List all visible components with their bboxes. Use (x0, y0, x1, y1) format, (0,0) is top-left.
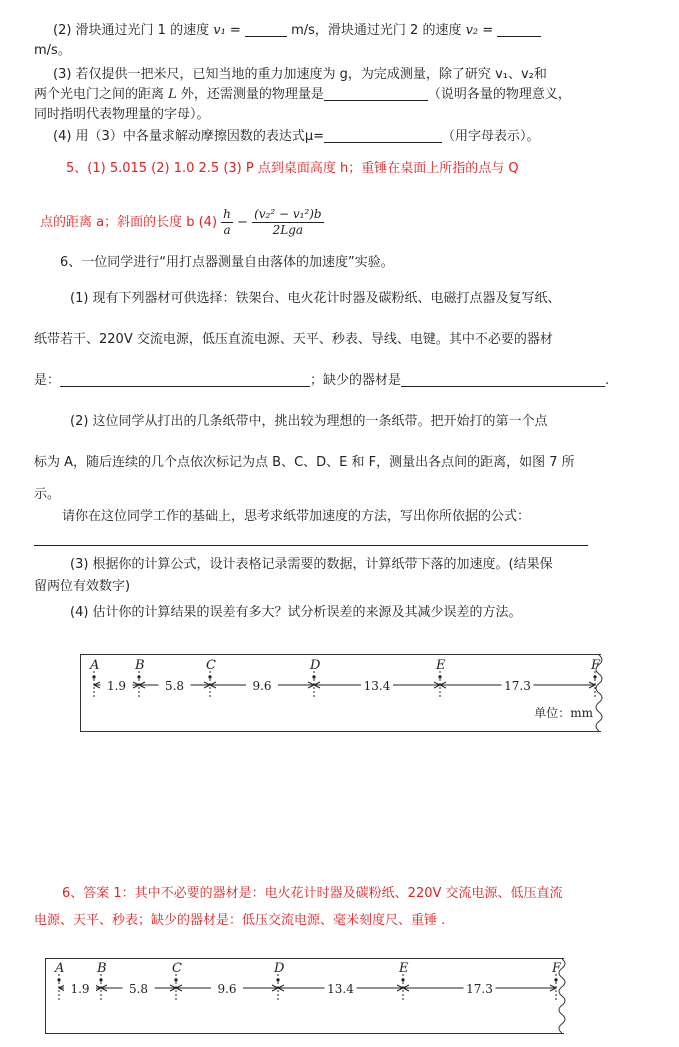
q6-part1-line2: 纸带若干、220V 交流电源，低压直流电源、天平、秒表、导线、电键。其中不必要的器材 (34, 332, 553, 347)
point-dot-e (438, 675, 441, 678)
point-dot-a (92, 675, 95, 678)
answer-line-formula[interactable] (34, 545, 588, 546)
q6-part3-line1: (3) 根据你的计算公式，设计表格记录需要的数据，计算纸带下落的加速度。(结果保 (70, 557, 553, 572)
answer6-line2: 电源、天平、秒表；缺少的器材是：低压交流电源、毫米刻度尺、重锤 . (34, 913, 446, 928)
q5-part4-line: (4) 用（3）中各量求解动摩擦因数的表达式μ= （用字母表示）。 (53, 129, 540, 144)
segment-length-1: 5.8 (164, 679, 185, 693)
point-label-c: C (206, 658, 216, 673)
answer-blank-missing[interactable] (401, 372, 605, 387)
point-label-d: D (274, 961, 285, 976)
segment-length-4: 17.3 (504, 679, 531, 693)
answer-blank-mu[interactable] (324, 128, 442, 143)
answer-blank-v1[interactable] (245, 22, 287, 37)
point-dot-e (401, 978, 404, 981)
q6-part2-line4: 请你在这位同学工作的基础上，思考求纸带加速度的方法，写出你所依据的公式： (62, 509, 531, 524)
paper-tape-diagram (81, 655, 621, 733)
segment-length-3: 13.4 (327, 982, 354, 996)
point-dot-c (208, 675, 211, 678)
answer5-line2: 点的距离 a；斜面的长度 b (4) $\frac{h}{a}$ − $\frac{\text{(v₂² − v₁²)b}}{\text{2Lga}}$ (40, 207, 322, 237)
segment-length-4: 17.3 (466, 982, 493, 996)
point-label-b: B (135, 658, 145, 673)
unit-label: 单位：mm (534, 706, 593, 720)
q5-part3-line3: 同时指明代表物理量的字母）。 (34, 107, 210, 122)
point-label-d: D (310, 658, 321, 673)
answer6-line1: 6、答案 1：其中不必要的器材是：电火花计时器及碳粉纸、220V 交流电源、低压直流 (62, 886, 563, 901)
point-dot-d (312, 675, 315, 678)
point-dot-b (137, 675, 140, 678)
point-label-e: E (399, 961, 409, 976)
q5-part2-unit: m/s。 (34, 43, 71, 58)
paper-tape-diagram-answer (46, 959, 582, 1035)
fraction-h-over-a: $\frac{h}{a}$ (223, 207, 231, 237)
q6-part2-line2: 标为 A，随后连续的几个点依次标记为点 B、C、D、E 和 F，测量出各点间的距离，如图 7 所 (34, 455, 575, 470)
point-label-e: E (436, 658, 446, 673)
segment-length-0: 1.9 (106, 679, 127, 693)
segment-length-0: 1.9 (70, 982, 90, 996)
q6-part3-line2: 留两位有效数字) (34, 579, 131, 594)
point-label-f: F (591, 658, 601, 673)
fraction-velocity-term: $\frac{\text{(v₂² − v₁²)b}}{\text{2Lga}}$ (254, 207, 322, 237)
q6-title: 6、一位同学进行“用打点器测量自由落体的加速度”实验。 (60, 255, 394, 270)
point-label-a: A (55, 961, 65, 976)
q5-part2-line: (2) 滑块通过光门 1 的速度 v₁ = m/s，滑块通过光门 2 的速度 v₂ = (53, 22, 541, 40)
q5-part3-line1: (3) 若仅提供一把米尺，已知当地的重力加速度为 g，为完成测量，除了研究 v₁、v₂和 (53, 67, 547, 82)
point-dot-f (593, 675, 596, 678)
answer-blank-unnecessary[interactable] (60, 372, 310, 387)
point-label-c: C (172, 961, 182, 976)
answer-blank-v2[interactable] (497, 22, 541, 37)
paper-tape-figure (80, 654, 601, 732)
point-label-b: B (97, 961, 107, 976)
point-label-f: F (552, 961, 562, 976)
point-dot-b (99, 978, 102, 981)
segment-length-2: 9.6 (252, 679, 272, 693)
point-dot-d (276, 978, 279, 981)
q6-part1-line1: (1) 现有下列器材可供选择：铁架台、电火花计时器及碳粉纸、电磁打点器及复写纸、 (70, 291, 561, 306)
answer5-line1: 5、(1) 5.015 (2) 1.0 2.5 (3) P 点到桌面高度 h；重锤在桌面上所指的点与 Q (66, 161, 519, 176)
answer-blank-quantities[interactable] (324, 86, 428, 101)
segment-length-1: 5.8 (128, 982, 149, 996)
point-dot-f (554, 978, 557, 981)
q6-part1-line3: 是： ；缺少的器材是 . (34, 373, 610, 388)
point-dot-a (57, 978, 60, 981)
point-label-a: A (90, 658, 100, 673)
paper-tape-figure-answer (45, 958, 564, 1034)
point-dot-c (174, 978, 177, 981)
q5-part3-line2: 两个光电门之间的距离 L 外，还需测量的物理量是 （说明各量的物理意义， (34, 87, 571, 102)
segment-length-2: 9.6 (217, 982, 237, 996)
segment-length-3: 13.4 (363, 679, 391, 693)
q6-part4-line1: (4) 估计你的计算结果的误差有多大？试分析误差的来源及其减少误差的方法。 (70, 605, 522, 620)
q6-part2-line1: (2) 这位同学从打出的几条纸带中，挑出较为理想的一条纸带。把开始打的第一个点 (70, 414, 548, 429)
q6-part2-line3: 示。 (34, 487, 61, 502)
